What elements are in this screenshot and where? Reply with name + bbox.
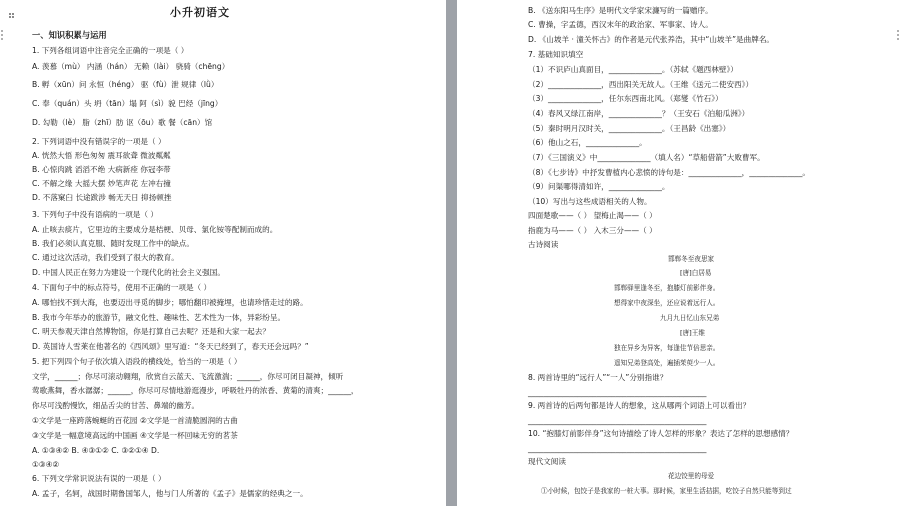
text-line: 6. 下列文学常识说法有误的一项是（ ）: [32, 474, 166, 483]
text-line: A. 孟子，名轲，战国时期鲁国邹人，他与门人所著的《孟子》是儒家的经典之一。: [32, 489, 308, 498]
section-heading: 一、知识积累与运用: [32, 30, 107, 40]
text-line: A. 恍然大悟 形色匆匆 震耳欲聋 微波粼粼: [32, 151, 171, 160]
text-line: （9）问渠哪得清如许，______________。: [528, 182, 670, 191]
text-line: （8）《七步诗》中抒发曹植内心悲愤的诗句是：______________，______________。: [528, 168, 810, 177]
text-line: C. 明天参观天津自然博物馆，你是打算自己去呢？还是和大家一起去？: [32, 327, 270, 336]
text-line: （6）他山之石，______________。: [528, 138, 647, 147]
text-line: ①③④②: [32, 460, 60, 469]
text-line: A. 止咳去痰片，它里边的主要成分是桔梗、贝母、氯化铵等配制而成的。: [32, 225, 278, 234]
text-line: 古诗阅读: [528, 240, 559, 249]
text-line: A. 羡慕（mù） 内涵（hán） 无赖（lài） 骁骑（chēng）: [32, 62, 230, 71]
text-line: B. 《送东阳马生序》是明代文学家宋濂写的一篇赠序。: [528, 6, 713, 15]
text-line: B. 孵（xūn）问 永恒（héng） 驱（fù）泄 规律（lǜ）: [32, 80, 219, 89]
text-line: （3）______________，任尔东西南北风。（郑燮《竹石》）: [528, 94, 723, 103]
text-line: B. 心惊肉跳 滔滔不绝 大病新痊 你冠李带: [32, 165, 171, 174]
text-line: 指鹿为马——（ ） 入木三分——（ ）: [528, 226, 657, 235]
text-line: C. 曹操，字孟德，西汉末年的政治家、军事家、诗人。: [528, 20, 713, 29]
text-line: C. 不解之缘 大摇大摆 炒笔声花 左冲右撞: [32, 179, 171, 188]
text-line: 现代文阅读: [528, 457, 566, 466]
poem-title: 九月九日忆山东兄弟: [660, 314, 720, 322]
text-line: 你尽可浅酌慢饮，细品舌尖的甘苦、鼻端的幽芳。: [32, 401, 200, 410]
text-line: D. 勾勒（lè） 脂（zhī）肪 讴（ōu）歌 餐（cān）馆: [32, 118, 213, 127]
text-line: ③文学是一幅意境高远的中国画 ④文学是一杯回味无穷的茗茶: [32, 431, 238, 440]
text-line: ①文学是一座跨落蜿蜒的百花园 ②文学是一首清脆圆润的古曲: [32, 416, 238, 425]
poem-line: 遥知兄弟登高处，遍插茱萸少一人。: [614, 359, 720, 367]
text-line: C. 通过这次活动，我们受到了很大的教育。: [32, 253, 179, 262]
text-line: （5）秦时明月汉时关，______________。（王昌龄《出塞》）: [528, 124, 731, 133]
poem-line: 想得家中夜深坐，还应说着远行人。: [614, 299, 720, 307]
text-line: A. 哪怕找不到大海，也要迈出寻觅的脚步；哪怕翻印被掩埋，也请珍惜走过的路。: [32, 298, 308, 307]
poem-line: 邯郸驿里逢冬至，抱膝灯前影伴身。: [614, 284, 720, 292]
text-line: （2）______________，西出阳关无故人。（王维《送元二使安西》）: [528, 80, 754, 89]
text-line: 1. 下列各组词语中注音完全正确的一项是（ ）: [32, 46, 189, 55]
text-line: 文学，______；你尽可滚动翱翔，欣赏自云蓝天、飞流激湍；______，你尽可闭目凝神，倾听: [32, 372, 344, 381]
text-line: 3. 下列句子中没有语病的一项是（ ）: [32, 210, 158, 219]
move-handle-icon[interactable]: [9, 13, 14, 18]
poem-title: 邯郸冬至夜思家: [668, 255, 715, 263]
page-gap: [446, 0, 457, 506]
text-line: _______________________________________________: [528, 416, 707, 425]
text-line: _______________________________________________: [528, 388, 707, 397]
text-line: B. 我们必须认真克服、随时发现工作中的缺点。: [32, 239, 194, 248]
right-page: [457, 0, 900, 506]
text-line: D. 英国诗人雪莱在他著名的《西风颂》里写道：“冬天已经到了，春天还会远吗？”: [32, 342, 309, 351]
text-line: 5. 把下列四个句子依次填入语段的横线处，恰当的一项是（ ）: [32, 357, 242, 366]
text-line: D. 不落窠臼 长途跋涉 畅无天日 抑扬顿挫: [32, 193, 172, 202]
text-line: B. 我市今年举办的旅游节，融文化性、趣味性、艺术性为一体，异彩纷呈。: [32, 313, 286, 322]
text-line: D. 中国人民正在努力为建设一个现代化的社会主义强国。: [32, 268, 225, 277]
page-ruler-dots: [1, 30, 4, 42]
text-line: （7）《三国演义》中______________（填人名）“草船借箭”大败曹军。: [528, 153, 765, 162]
poem-author: [唐]白居易: [680, 269, 712, 277]
poem-line: 独在异乡为异客，每逢佳节倍思亲。: [614, 344, 720, 352]
reading-first-line: ①小时候，包饺子是我家的一桩大事。那时候，家里生活拮据，吃饺子自然只能等到过: [541, 487, 792, 495]
text-line: D. 《山坡羊 · 潼关怀古》的作者是元代张养浩，其中“山坡羊”是曲牌名。: [528, 35, 774, 44]
text-line: （10）写出与这些成语相关的人物。: [528, 197, 652, 206]
reading-title: 花边饺里的母爱: [668, 472, 715, 480]
text-line: 9. 两首诗的后两句都是诗人的想象，这从哪两个词语上可以看出？: [528, 401, 751, 410]
text-line: 四面楚歌——（ ） 望梅止渴——（ ）: [528, 211, 657, 220]
poem-author: [唐]王维: [680, 329, 705, 337]
text-line: 7. 基础知识填空: [528, 50, 584, 59]
text-line: 4. 下面句子中的标点符号，使用不正确的一项是（ ）: [32, 283, 212, 292]
text-line: （4）春风又绿江南岸，______________？（王安石《泊船瓜洲》）: [528, 109, 750, 118]
text-line: （1）不识庐山真面目，______________。（苏轼《题西林壁》）: [528, 65, 738, 74]
text-line: C. 奉（quán）头 坍（tān）塌 阿（sì）貌 巴经（jīng）: [32, 99, 223, 108]
text-line: 8. 两首诗里的“远行人”“一人”分别指谁？: [528, 373, 668, 382]
text-line: _______________________________________________: [528, 444, 707, 453]
left-page: [0, 0, 446, 506]
text-line: 2. 下列词语中没有错误字的一项是（ ）: [32, 137, 166, 146]
text-line: 10. “抱膝灯前影伴身”这句诗描绘了诗人怎样的形象？表达了怎样的思想感情？: [528, 429, 794, 438]
page-title: 小升初语文: [170, 6, 230, 19]
text-line: A. ①③④② B. ④③①② C. ③②①④ D.: [32, 446, 160, 455]
text-line: 莺歌燕舞，香水潺潺；______，你尽可尽情地游逛漫步，呼吸牡丹的浓香、黄菊的清爽；______，: [32, 386, 359, 395]
